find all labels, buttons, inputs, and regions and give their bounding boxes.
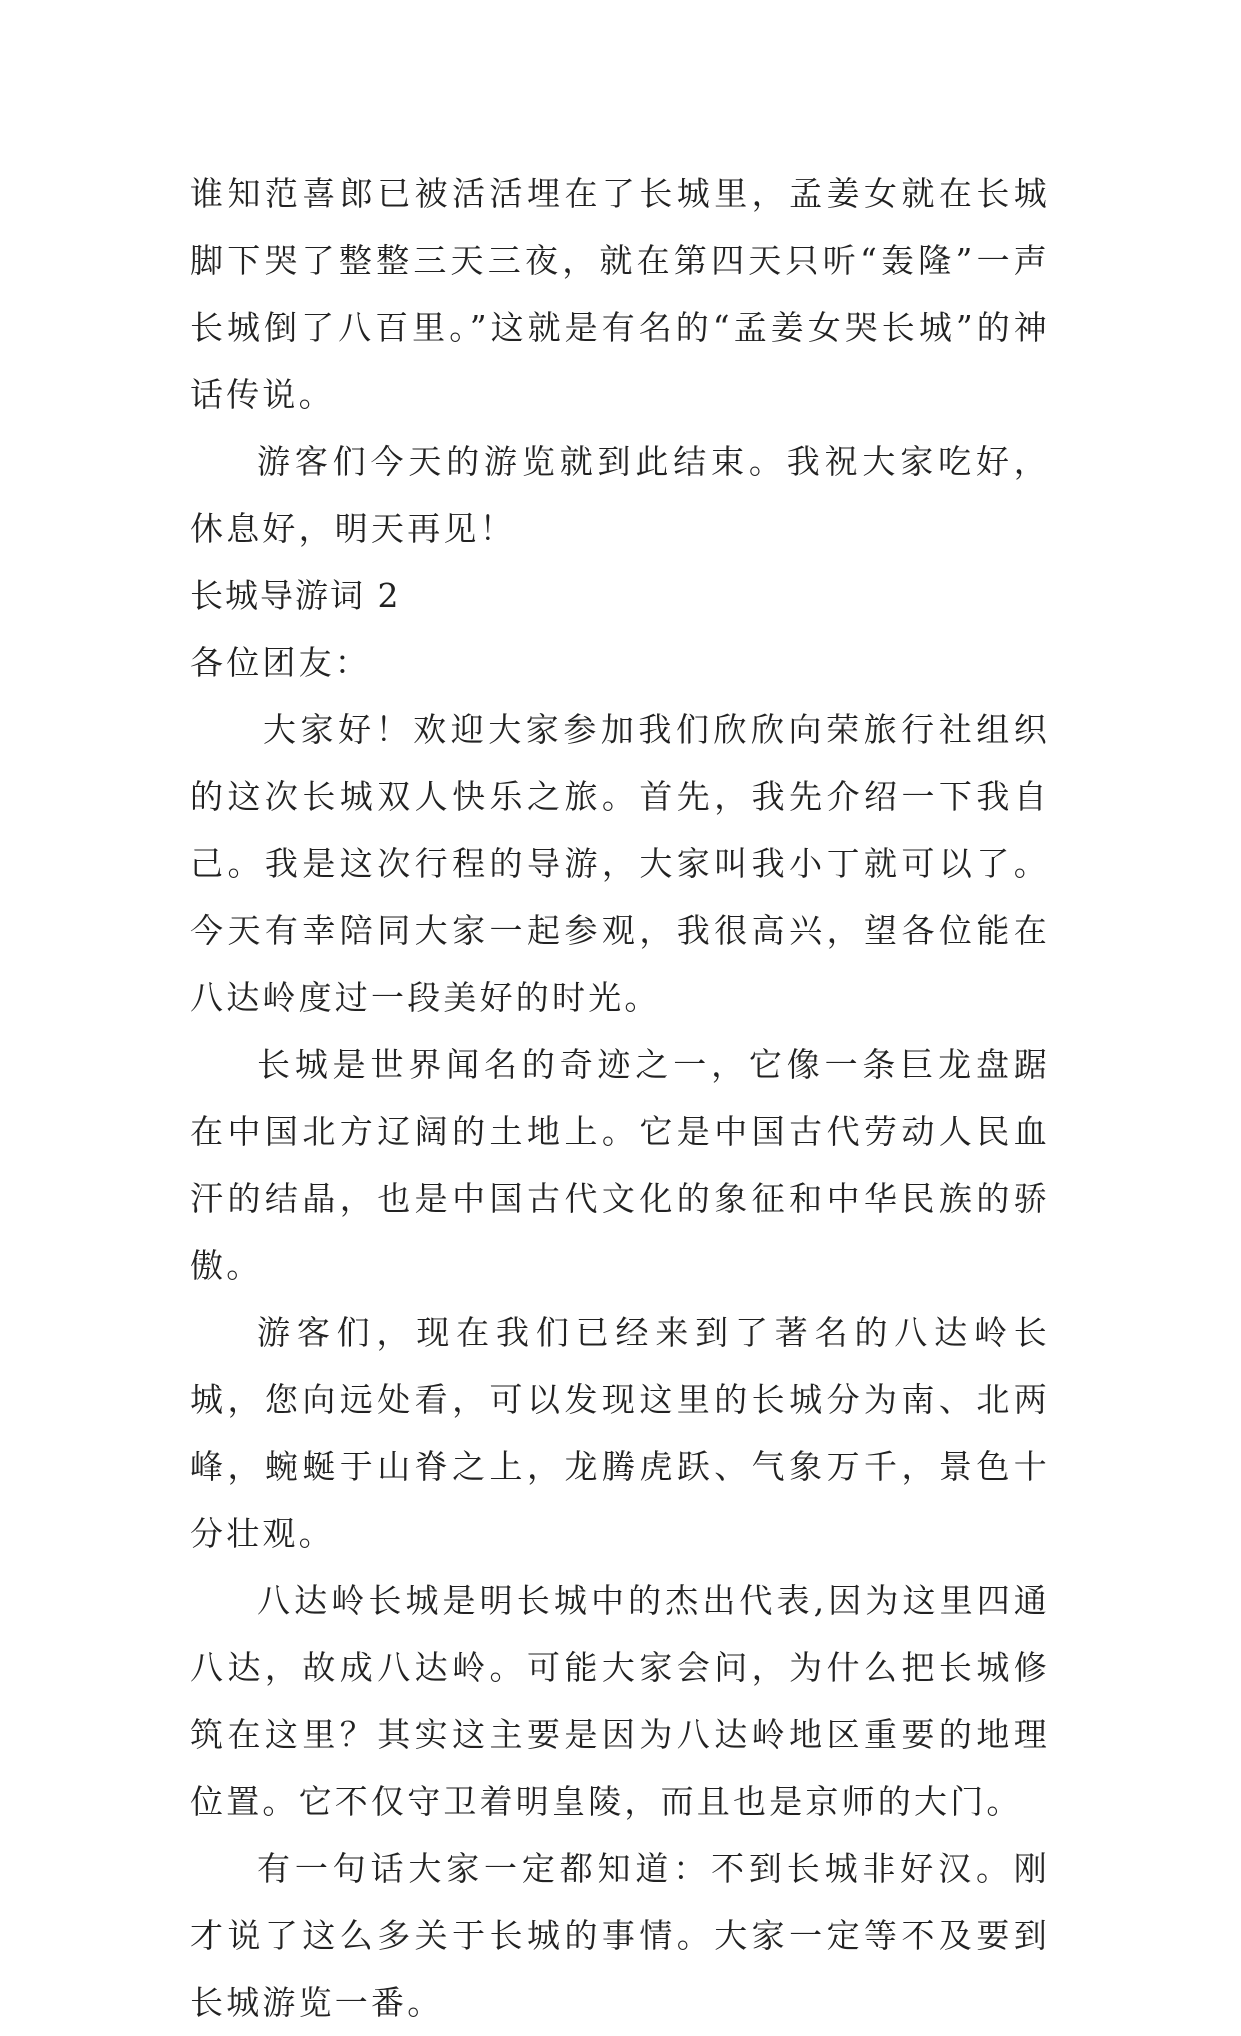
- paragraph-badaling-view: 游客们，现在我们已经来到了著名的八达岭长城，您向远处看，可以发现这里的长城分为南、北两峰，蜿蜒于山脊之上，龙腾虎跃、气象万千，景色十分壮观。: [190, 1313, 1050, 1553]
- paragraph-saying: 有一句话大家一定都知道：不到长城非好汉。刚才说了这么多关于长城的事情。大家一定等不及要到长城游览一番。: [190, 1849, 1050, 2022]
- salutation: 各位团友：: [190, 643, 371, 682]
- paragraph-farewell: 游客们今天的游览就到此结束。我祝大家吃好，休息好，明天再见！: [190, 442, 1050, 548]
- document-body: [190, 160, 1050, 2036]
- paragraph-badaling-history: 八达岭长城是明长城中的杰出代表,因为这里四通八达，故成八达岭。可能大家会问，为什么把长城修筑在这里？其实这主要是因为八达岭地区重要的地理位置。它不仅守卫着明皇陵，而且也是京师的大门。: [190, 1581, 1050, 1821]
- paragraph-welcome: 大家好！欢迎大家参加我们欣欣向荣旅行社组织的这次长城双人快乐之旅。首先，我先介绍一下我自己。我是这次行程的导游，大家叫我小丁就可以了。今天有幸陪同大家一起参观，我很高兴，望各位能在八达岭度过一段美好的时光。: [190, 710, 1050, 1017]
- paragraph-legend-ending: 谁知范喜郎已被活活埋在了长城里，孟姜女就在长城脚下哭了整整三天三夜，就在第四天只听“轰隆”一声长城倒了八百里。”这就是有名的“孟姜女哭长城”的神话传说。: [190, 174, 1050, 414]
- paragraph-wonder: 长城是世界闻名的奇迹之一，它像一条巨龙盘踞在中国北方辽阔的土地上。它是中国古代劳动人民血汗的结晶，也是中国古代文化的象征和中华民族的骄傲。: [190, 1045, 1050, 1285]
- section-title: 长城导游词 2: [190, 576, 401, 615]
